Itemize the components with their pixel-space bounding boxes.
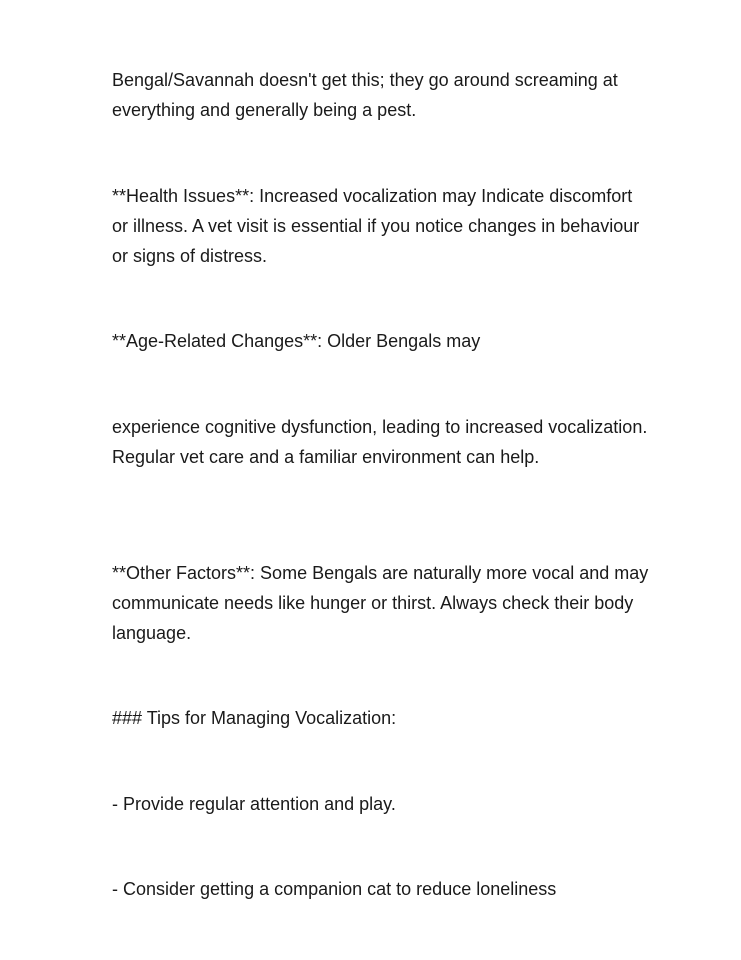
paragraph-health-issues: **Health Issues**: Increased vocalization may Indicate discomfort or illness. A vet visit is essential if you notice changes in behaviour or signs of distress. bbox=[112, 186, 640, 267]
list-item-companion: - Consider getting a companion cat to reduce loneliness bbox=[112, 879, 557, 899]
list-item-attention: - Provide regular attention and play. bbox=[112, 794, 396, 814]
paragraph-age-related-changes: **Age-Related Changes**: Older Bengals may bbox=[112, 331, 481, 351]
heading-tips: ### Tips for Managing Vocalization: bbox=[112, 708, 397, 728]
paragraph-bengal-savannah: Bengal/Savannah doesn't get this; they go around screaming at everything and generally being a pest. bbox=[112, 70, 618, 121]
paragraph-cognitive-dysfunction: experience cognitive dysfunction, leading to increased vocalization. Regular vet care and a familiar environment can help. bbox=[112, 417, 648, 468]
paragraph-other-factors: **Other Factors**: Some Bengals are naturally more vocal and may communicate needs like hunger or thirst. Always check their body language. bbox=[112, 563, 649, 644]
